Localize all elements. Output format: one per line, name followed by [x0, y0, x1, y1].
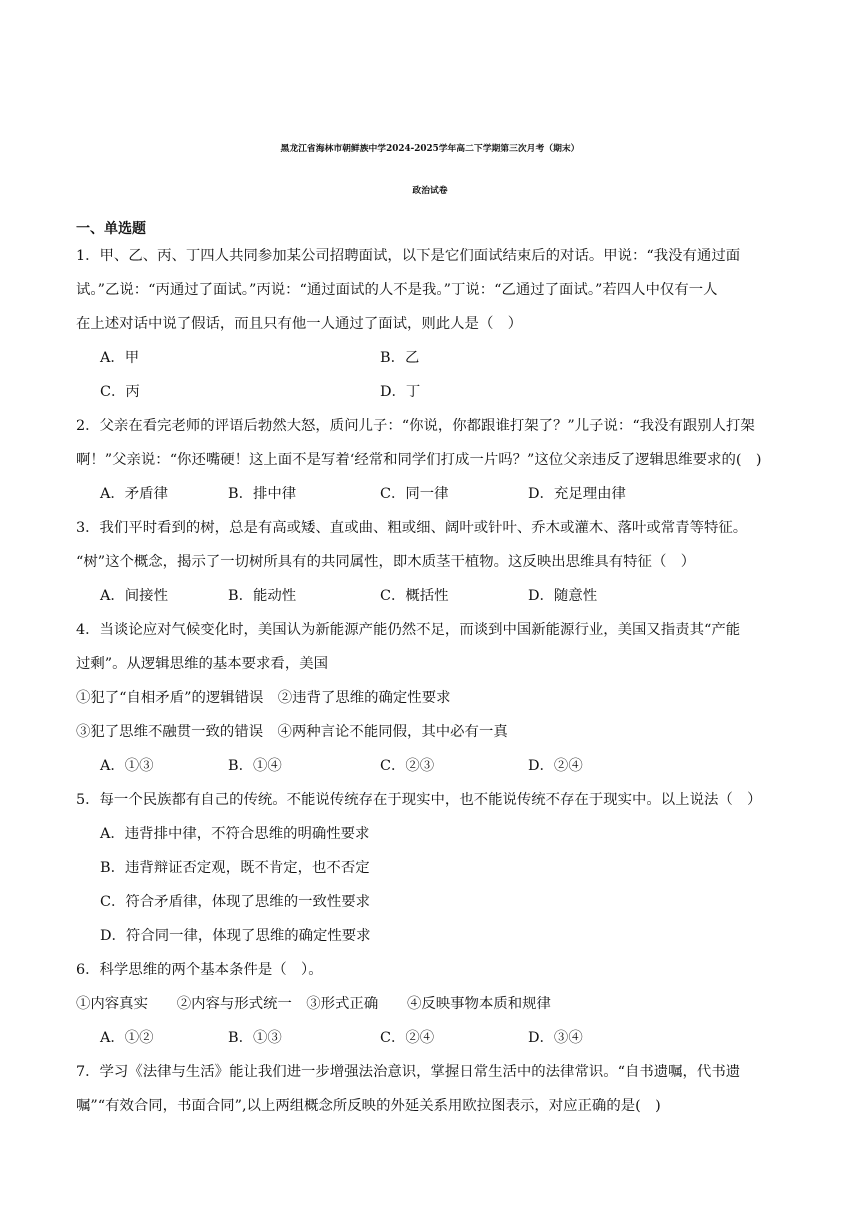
question-4-option-c: C．②③	[380, 758, 435, 774]
question-4-option-b: B．①④	[228, 758, 282, 774]
exam-title: 黑龙江省海林市朝鲜族中学2024-2025学年高二下学期第三次月考（期末）	[280, 144, 580, 154]
question-2-option-c: C．同一律	[380, 486, 449, 502]
question-6-statement: ①内容真实 ②内容与形式统一 ③形式正确 ④反映事物本质和规律	[76, 996, 551, 1012]
question-1-text: 1．甲、乙、丙、丁四人共同参加某公司招聘面试，以下是它们面试结束后的对话。甲说：“我没有通过面	[76, 248, 741, 264]
question-4-option-d: D．②④	[528, 758, 583, 774]
question-1-text: 试。”乙说：“丙通过了面试。”丙说：“通过面试的人不是我。”丁说：“乙通过了面试。”若四人中仅有一人	[76, 282, 718, 298]
question-3-text: “树”这个概念，揭示了一切树所具有的共同属性，即木质茎干植物。这反映出思维具有特征（ ）	[76, 554, 696, 570]
question-1-text: 在上述对话中说了假话，而且只有他一人通过了面试，则此人是（ ）	[76, 316, 523, 332]
question-7-text: 7．学习《法律与生活》能让我们进一步增强法治意识，掌握日常生活中的法律常识。“自书遗嘱，代书遗	[76, 1064, 741, 1080]
question-4-statement: ①犯了“自相矛盾”的逻辑错误 ②违背了思维的确定性要求	[76, 690, 451, 706]
question-6-option-a: A．①②	[100, 1030, 154, 1046]
question-1-option-b: B．乙	[380, 350, 420, 366]
question-4-statement: ③犯了思维不融贯一致的错误 ④两种言论不能同假，其中必有一真	[76, 724, 508, 740]
question-2-text: 2．父亲在看完老师的评语后勃然大怒，质问儿子：“你说，你都跟谁打架了？”儿子说：“我没有跟别人打架	[76, 418, 755, 434]
question-1-option-c: C．丙	[100, 384, 140, 400]
section-heading: 一、单选题	[76, 221, 146, 237]
question-5-text: 5．每一个民族都有自己的传统。不能说传统存在于现实中，也不能说传统不存在于现实中。以上说法（ ）	[76, 792, 762, 808]
question-4-text: 4．当谈论应对气候变化时，美国认为新能源产能仍然不足，而谈到中国新能源行业，美国又指责其“产能	[76, 622, 741, 638]
question-1-option-d: D．丁	[380, 384, 421, 400]
question-3-option-d: D．随意性	[528, 588, 598, 604]
question-3-text: 3．我们平时看到的树，总是有高或矮、直或曲、粗或细、阔叶或针叶、乔木或灌木、落叶或常青等特征。	[76, 520, 748, 536]
question-2-option-b: B．排中律	[228, 486, 297, 502]
question-2-text: 啊！”父亲说：“你还嘴硬！这上面不是写着‘经常和同学们打成一片吗？”这位父亲违反了逻辑思维要求的( )	[76, 452, 762, 468]
question-3-option-b: B．能动性	[228, 588, 297, 604]
question-4-text: 过剩”。从逻辑思维的基本要求看，美国	[76, 656, 328, 672]
question-5-option-a: A．违背排中律，不符合思维的明确性要求	[100, 826, 370, 842]
exam-subtitle: 政治试卷	[412, 186, 448, 196]
question-1-option-a: A．甲	[100, 350, 140, 366]
question-6-option-c: C．②④	[380, 1030, 435, 1046]
question-2-option-d: D．充足理由律	[528, 486, 626, 502]
question-5-option-b: B．违背辩证否定观，既不肯定，也不否定	[100, 860, 370, 876]
question-6-option-d: D．③④	[528, 1030, 583, 1046]
question-3-option-c: C．概括性	[380, 588, 449, 604]
question-5-option-c: C．符合矛盾律，体现了思维的一致性要求	[100, 894, 371, 910]
question-3-option-a: A．间接性	[100, 588, 168, 604]
question-5-option-d: D．符合同一律，体现了思维的确定性要求	[100, 928, 371, 944]
question-7-text: 嘱”“有效合同，书面合同”,以上两组概念所反映的外延关系用欧拉图表示，对应正确的是( )	[76, 1098, 661, 1114]
question-6-text: 6．科学思维的两个基本条件是（ ）。	[76, 962, 323, 978]
question-4-option-a: A．①③	[100, 758, 154, 774]
question-2-option-a: A．矛盾律	[100, 486, 168, 502]
question-6-option-b: B．①③	[228, 1030, 282, 1046]
